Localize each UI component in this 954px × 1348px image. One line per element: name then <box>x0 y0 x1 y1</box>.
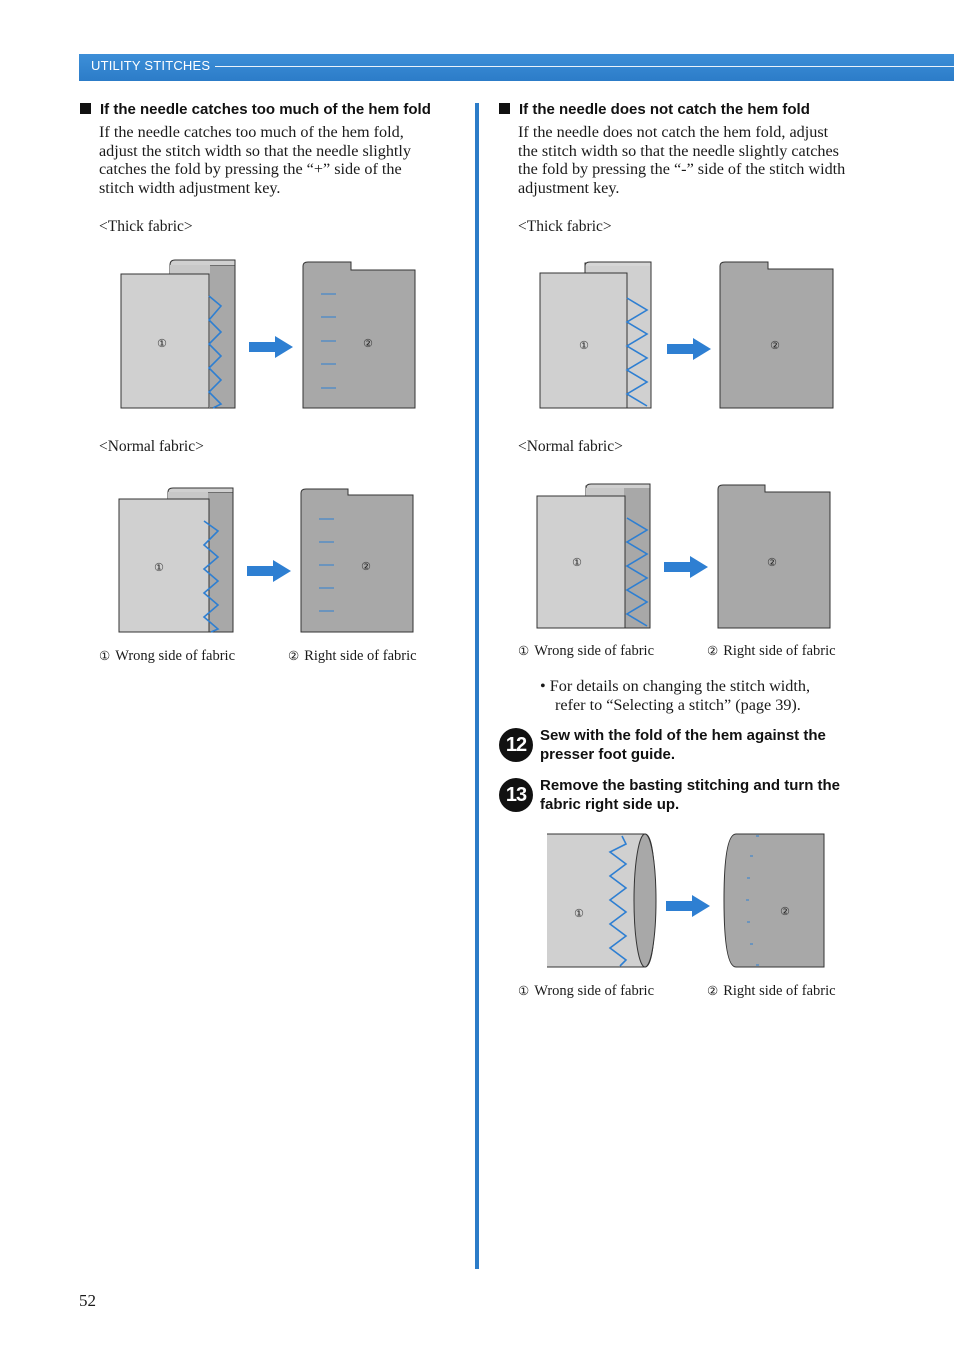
step-13-text: Remove the basting stitching and turn the fabric right side up. <box>540 777 841 813</box>
fold-top <box>586 484 650 488</box>
right-legend-1: ① Wrong side of fabric <box>518 643 655 659</box>
left-thick-figure <box>115 258 425 413</box>
label-1: ① <box>574 908 584 920</box>
left-normal-caption: <Normal fabric> <box>99 438 204 455</box>
final-legend-1: ① Wrong side of fabric <box>518 983 655 999</box>
label-2: ② <box>770 340 780 352</box>
fold-top <box>170 260 235 265</box>
left-normal-figure <box>115 485 425 635</box>
right-body: If the needle does not catch the hem fold, adjust the stitch width so that the needle slightly catches the fold by pressing the “-” side of the stitch width adjustment key. <box>518 123 846 197</box>
label-1: ① <box>579 340 589 352</box>
page-number: 52 <box>79 1291 96 1310</box>
rolled-hem <box>634 834 656 967</box>
left-section-title: If the needle catches too much of the hem fold <box>80 101 431 118</box>
step-12-badge: 12 <box>499 728 533 762</box>
label-2: ② <box>361 561 371 573</box>
fabric-right-side <box>303 262 415 408</box>
left-legend-1: ① Wrong side of fabric <box>99 648 236 664</box>
left-legend-2: ② Right side of fabric <box>288 648 417 664</box>
label-1: ① <box>572 557 582 569</box>
fabric-wrong-side <box>119 499 209 632</box>
right-normal-figure <box>533 480 843 632</box>
arrow-right-icon <box>249 336 293 358</box>
header-rule <box>215 66 954 68</box>
bullet-dot-icon: • <box>540 677 546 695</box>
fabric-right-side <box>720 262 833 408</box>
final-figure <box>540 828 840 973</box>
arrow-right-icon <box>247 560 291 582</box>
right-thick-caption: <Thick fabric> <box>518 218 612 235</box>
left-body: If the needle catches too much of the hem fold, adjust the stitch width so that the needle slightly catches the fold by pressing the “+” side of the stitch width adjustment key. <box>99 123 412 197</box>
step-13-badge: 13 <box>499 778 533 812</box>
bullet-square-icon <box>80 103 91 114</box>
label-2: ② <box>767 557 777 569</box>
arrow-right-icon <box>664 556 708 578</box>
right-section-title: If the needle does not catch the hem fold <box>499 101 810 118</box>
label-2: ② <box>780 906 790 918</box>
label-1: ① <box>154 562 164 574</box>
fold-top <box>585 262 651 266</box>
fabric-right-side <box>301 489 413 632</box>
fold-top <box>168 488 233 492</box>
header-bar <box>79 54 954 81</box>
label-1: ① <box>157 338 167 350</box>
arrow-right-icon <box>667 338 711 360</box>
final-legend-2: ② Right side of fabric <box>707 983 836 999</box>
step-12-text: Sew with the fold of the hem against the presser foot guide. <box>540 727 826 763</box>
right-legend-2: ② Right side of fabric <box>707 643 836 659</box>
section-label: UTILITY STITCHES <box>91 58 211 73</box>
arrow-right-icon <box>666 895 710 917</box>
fabric-right-side <box>724 834 824 967</box>
bullet-note: • For details on changing the stitch width, refer to “Selecting a stitch” (page 39). <box>540 677 811 714</box>
right-normal-caption: <Normal fabric> <box>518 438 623 455</box>
label-2: ② <box>363 338 373 350</box>
column-divider <box>475 103 479 1269</box>
right-thick-figure <box>535 258 845 413</box>
left-thick-caption: <Thick fabric> <box>99 218 193 235</box>
bullet-square-icon <box>499 103 510 114</box>
